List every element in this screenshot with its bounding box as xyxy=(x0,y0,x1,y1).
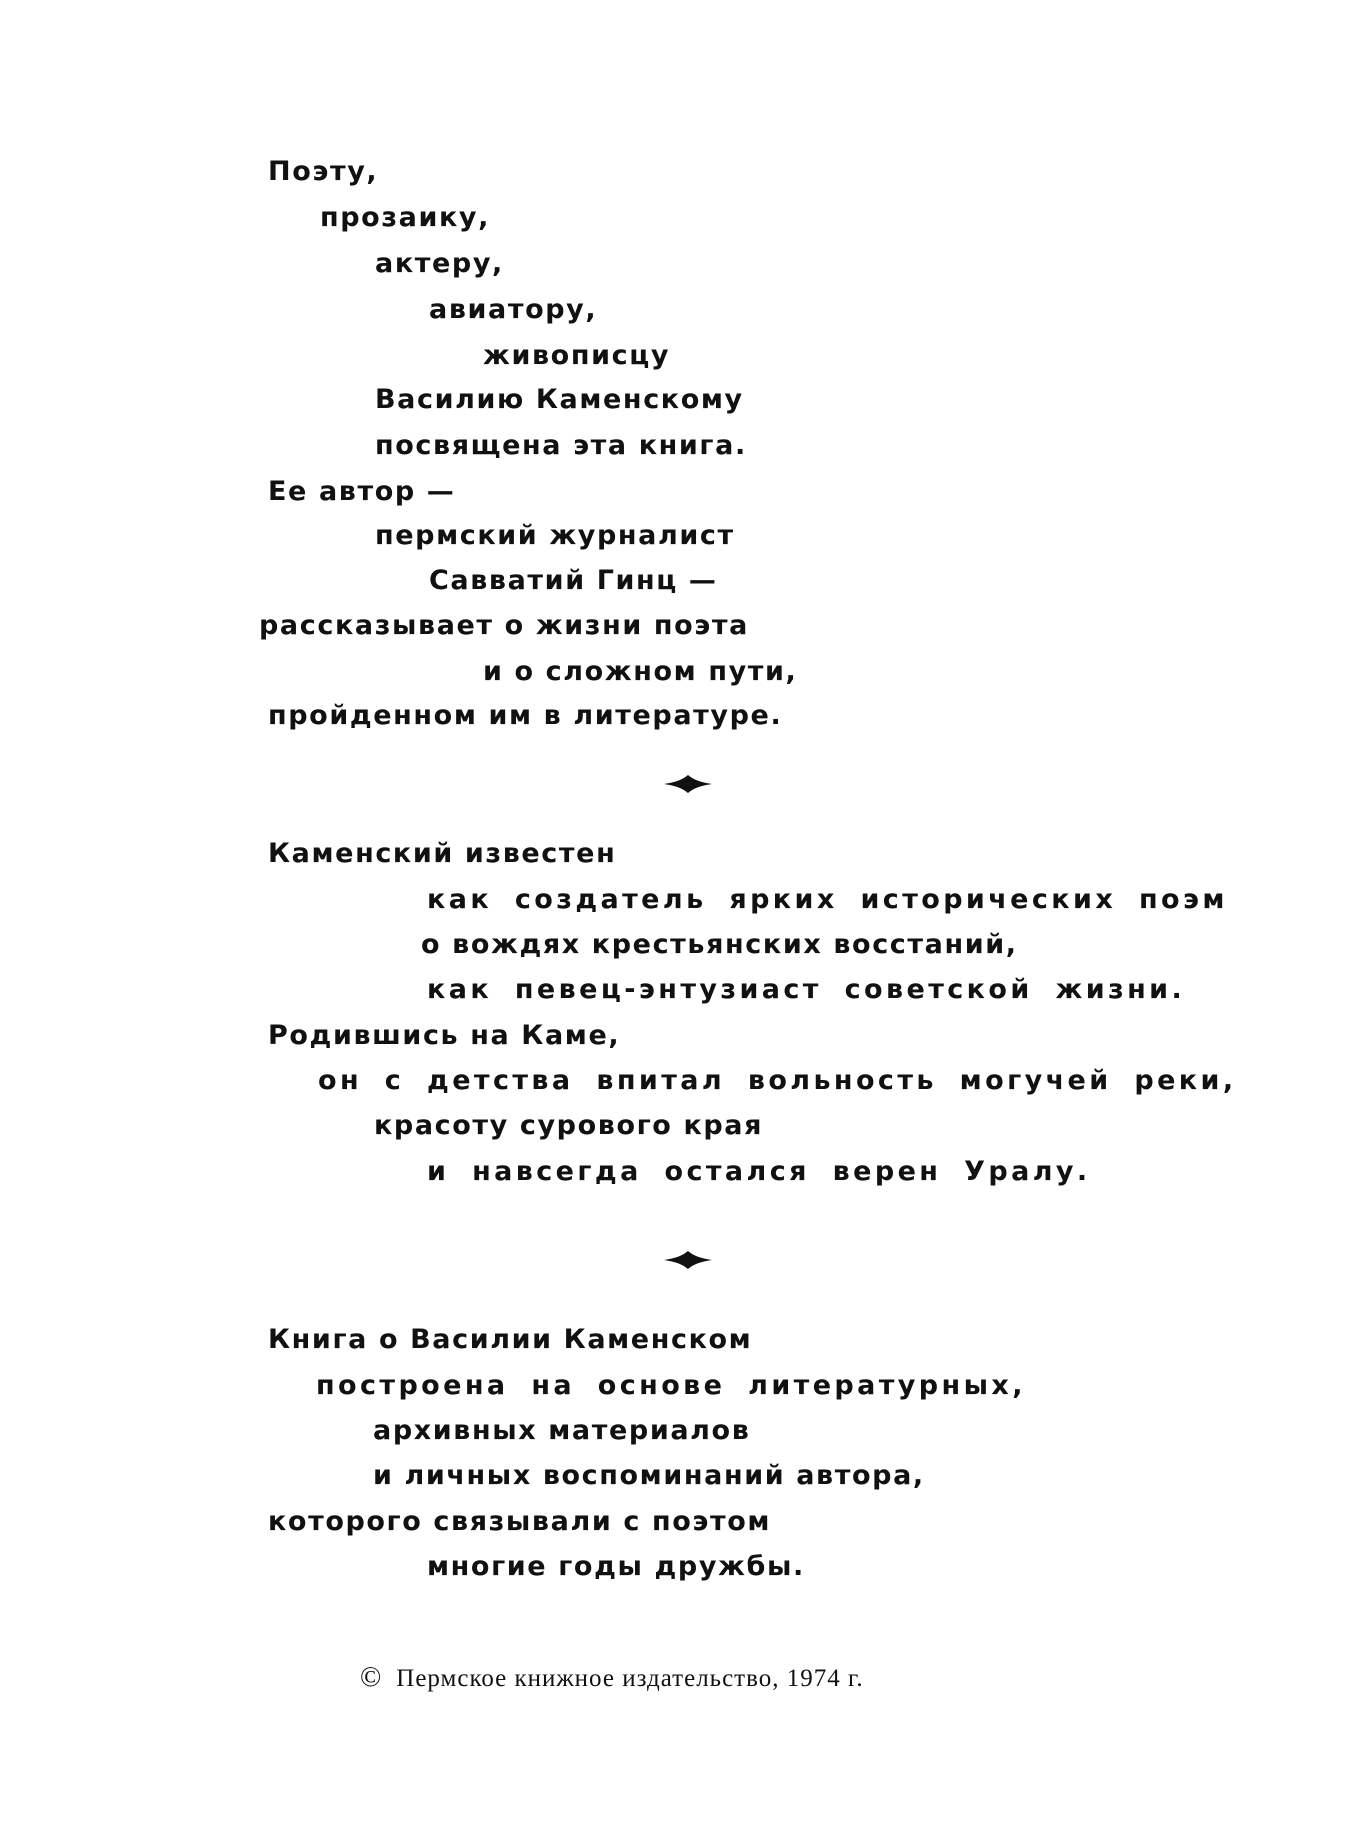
summary-line: многие годы дружбы. xyxy=(427,1551,805,1582)
dedication-line: и о сложном пути, xyxy=(483,656,798,687)
dedication-line: рассказывает о жизни поэта xyxy=(259,610,749,641)
description-line: он с детства впитал вольность могучей реки, xyxy=(318,1065,1237,1096)
ornament-divider-icon xyxy=(664,774,712,794)
dedication-line: живописцу xyxy=(483,340,671,371)
copyright-icon: © xyxy=(360,1662,383,1693)
copyright-text: Пермское книжное издательство, 1974 г. xyxy=(396,1665,864,1692)
ornament-divider-icon xyxy=(664,1250,712,1270)
summary-line: которого связывали с поэтом xyxy=(268,1506,772,1537)
summary-line: построена на основе литературных, xyxy=(316,1370,1026,1401)
description-line: и навсегда остался верен Уралу. xyxy=(427,1156,1091,1187)
description-line: о вождях крестьянских восстаний, xyxy=(421,929,1018,960)
dedication-line: Поэту, xyxy=(268,156,379,187)
dedication-line: Ее автор — xyxy=(268,476,456,507)
dedication-line: Василию Каменскому xyxy=(375,384,744,415)
dedication-line: авиатору, xyxy=(429,294,598,325)
description-line: красоту сурового края xyxy=(374,1110,764,1141)
dedication-line: актеру, xyxy=(375,248,504,279)
description-line: как певец-энтузиаст советской жизни. xyxy=(427,974,1186,1005)
dedication-line: пройденном им в литературе. xyxy=(268,700,783,731)
dedication-line: пермский журналист xyxy=(375,520,735,551)
dedication-line: посвящена эта книга. xyxy=(375,430,747,461)
description-line: Каменский известен xyxy=(268,838,617,869)
copyright-notice xyxy=(360,1664,864,1692)
description-line: как создатель ярких исторических поэм xyxy=(427,884,1228,915)
dedication-line: прозаику, xyxy=(320,202,490,233)
summary-line: архивных материалов xyxy=(373,1415,751,1446)
summary-line: Книга о Василии Каменском xyxy=(268,1324,753,1355)
summary-line: и личных воспоминаний автора, xyxy=(373,1460,925,1491)
description-line: Родившись на Каме, xyxy=(268,1020,621,1051)
dedication-line: Савватий Гинц — xyxy=(429,565,718,596)
